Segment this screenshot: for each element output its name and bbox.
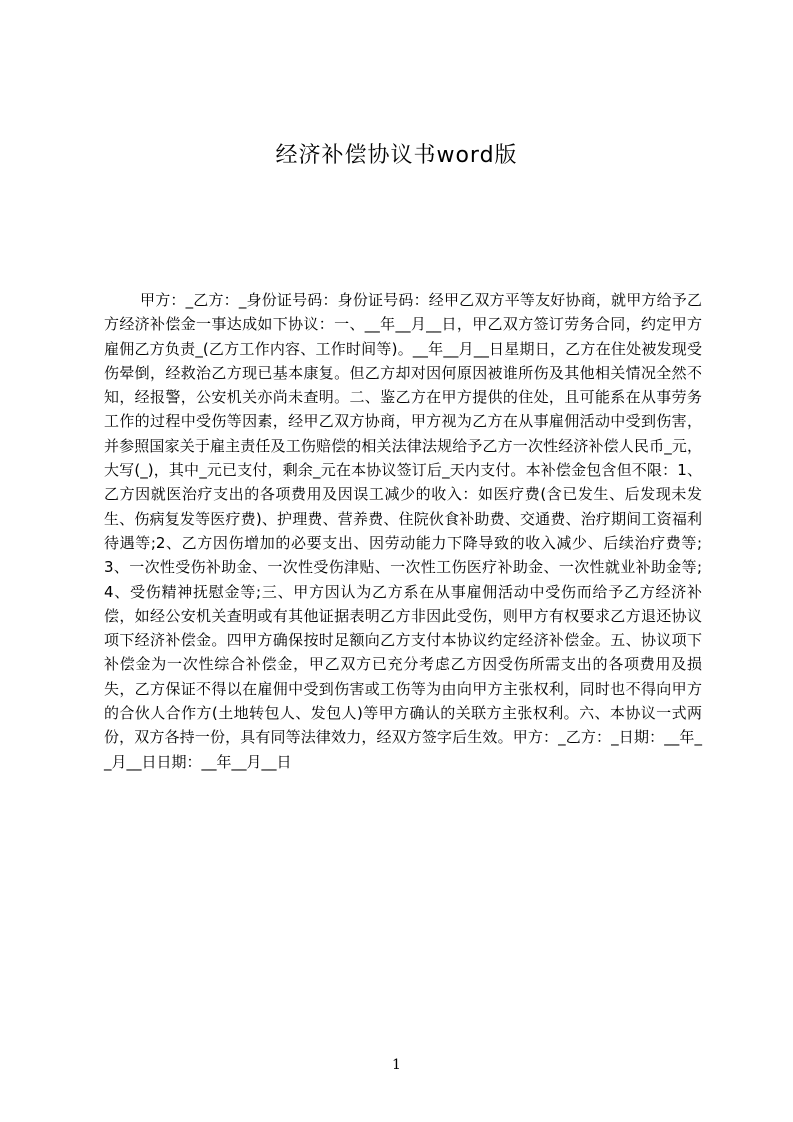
document-title: 经济补偿协议书word版 [275, 143, 518, 168]
agreement-body-paragraph: 甲方：_乙方：_身份证号码：身份证号码：经甲乙双方平等友好协商，就甲方给予乙方经济补偿金一事达成如下协议：一、__年__月__日，甲乙双方签订劳务合同，约定甲方雇佣乙方负责_(乙方工作内容、工作时间等)。__年__月__日星期日，乙方在住处被发现受伤晕倒，经救治乙方现已基本康复。但乙方却对因何原因被谁所伤及其他相关情况全然不知，经报警，公安机关亦尚未查明。二、鉴乙方在甲方提供的住处，且可能系在从事劳务工作的过程中受伤等因素，经甲乙双方协商，甲方视为乙方在从事雇佣活动中受到伤害，并参照国家关于雇主责任及工伤赔偿的相关法律法规给予乙方一次性经济补偿人民币_元，大写(_)，其中_元已支付，剩余_元在本协议签订后_天内支付。本补偿金包含但不限：1、乙方因就医治疗支出的各项费用及因误工减少的收入：如医疗费(含已发生、后发现未发生、伤病复发等医疗费)、护理费、营养费、住院伙食补助费、交通费、治疗期间工资福利待遇等;2、乙方因伤增加的必要支出、因劳动能力下降导致的收入减少、后续治疗费等;3、一次性受伤补助金、一次性受伤津贴、一次性工伤医疗补助金、一次性就业补助金等;4、受伤精神抚慰金等;三、甲方因认为乙方系在从事雇佣活动中受伤而给予乙方经济补偿，如经公安机关查明或有其他证据表明乙方非因此受伤，则甲方有权要求乙方退还协议项下经济补偿金。四甲方确保按时足额向乙方支付本协议约定经济补偿金。五、协议项下补偿金为一次性综合补偿金，甲乙双方已充分考虑乙方因受伤所需支出的各项费用及损失，乙方保证不得以在雇佣中受到伤害或工伤等为由向甲方主张权利，同时也不得向甲方的合伙人合作方(土地转包人、发包人)等甲方确认的关联方主张权利。六、本协议一式两份，双方各持一份，具有同等法律效力，经双方签字后生效。甲方：_乙方：_日期：__年__月__日日期：__年__月__日 [104, 291, 702, 771]
page-number: 1 [392, 1057, 401, 1073]
